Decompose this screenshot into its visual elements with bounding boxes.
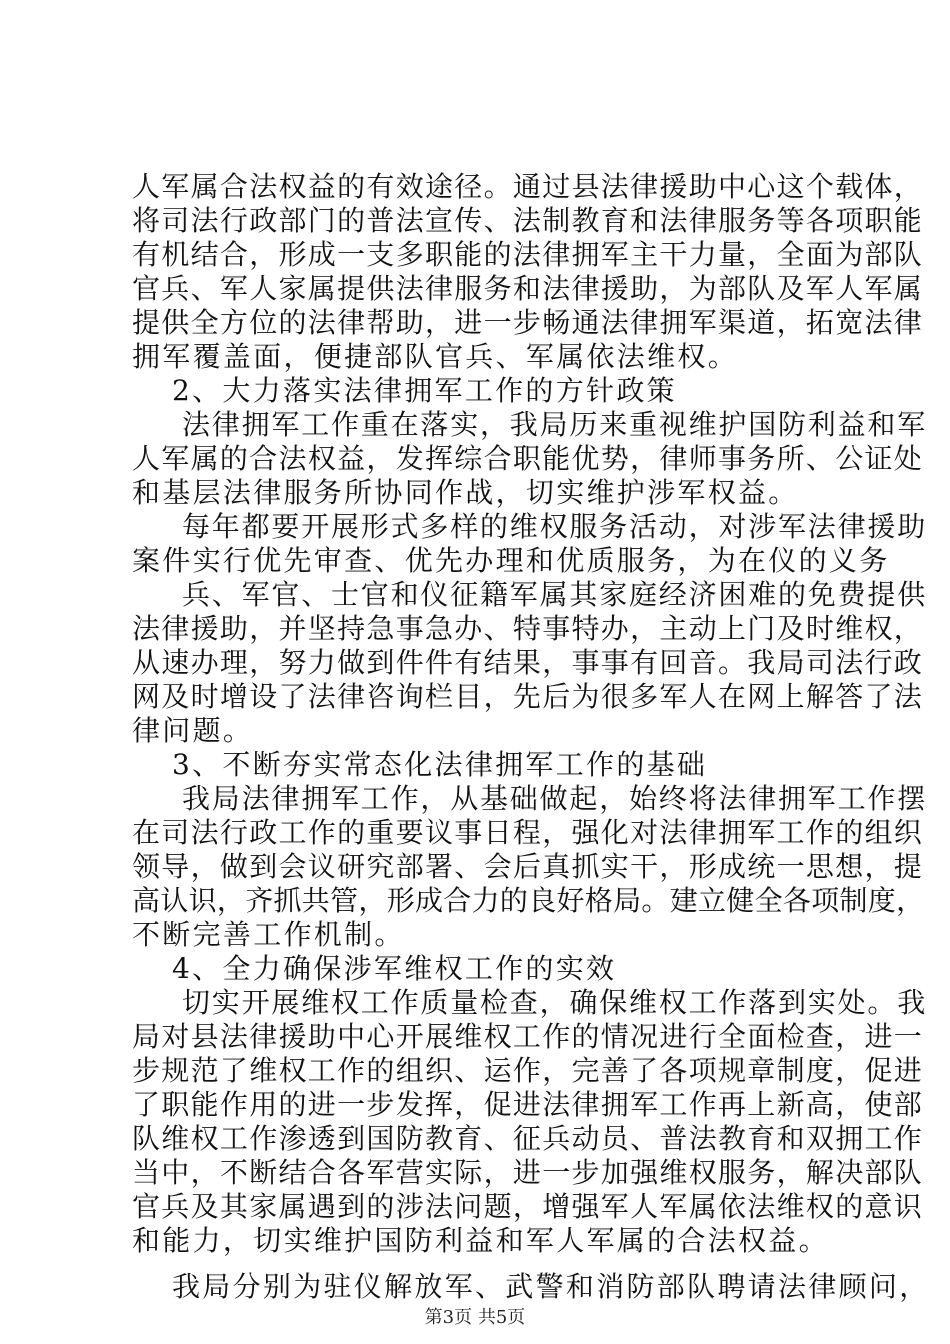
text-line: 官兵及其家属遇到的涉法问题，增强军人军属依法维权的意识 [132,1190,924,1223]
text-line: 网及时增设了法律咨询栏目，先后为很多军人在网上解答了法 [132,680,924,713]
text-line: 切实开展维权工作质量检查，确保维权工作落到实处。我 [182,986,928,1019]
text-line: 案件实行优先审查、优先办理和优质服务，为在仪的义务 [132,544,890,577]
text-line: 高认识，齐抓共管，形成合力的良好格局。建立健全各项制度， [132,884,925,917]
text-line: 将司法行政部门的普法宣传、法制教育和法律服务等各项职能 [132,204,924,237]
text-line: 领导，做到会议研究部署、会后真抓实干，形成统一思想，提 [132,850,924,883]
text-line: 人军属的合法权益，发挥综合职能优势，律师事务所、公证处 [132,442,924,475]
text-line: 兵、军官、士官和仪征籍军属其家庭经济困难的免费提供 [182,578,928,611]
text-line: 在司法行政工作的重要议事日程，强化对法律拥军工作的组织 [132,816,924,849]
text-line: 当中，不断结合各军营实际，进一步加强维权服务，解决部队 [132,1156,924,1189]
section-heading: 2、大力落实法律拥军工作的方针政策 [172,374,677,407]
text-line: 和基层法律服务所协同作战，切实维护涉军权益。 [132,476,799,509]
text-line: 从速办理，努力做到件件有结果，事事有回音。我局司法行政 [132,646,924,679]
text-line: 我局分别为驻仪解放军、武警和消防部队聘请法律顾问， [172,1270,930,1303]
text-line: 局对县法律援助中心开展维权工作的情况进行全面检查，进一 [132,1020,924,1053]
text-line: 不断完善工作机制。 [132,918,405,951]
text-line: 和能力，切实维护国防利益和军人军属的合法权益。 [132,1224,829,1257]
text-line: 有机结合，形成一支多职能的法律拥军主干力量，全面为部队 [132,238,924,271]
text-line: 拥军覆盖面，便捷部队官兵、军属依法维权。 [132,340,739,373]
text-line: 每年都要开展形式多样的维权服务活动，对涉军法律援助 [182,510,928,543]
text-line: 法律援助，并坚持急事急办、特事特办，主动上门及时维权， [132,612,924,645]
section-heading: 3、不断夯实常态化法律拥军工作的基础 [172,748,708,781]
text-line: 官兵、军人家属提供法律服务和法律援助，为部队及军人军属 [132,272,924,305]
text-line: 我局法律拥军工作，从基础做起，始终将法律拥军工作摆 [182,782,928,815]
text-line: 提供全方位的法律帮助，进一步畅通法律拥军渠道，拓宽法律 [132,306,924,339]
text-line: 了职能作用的进一步发挥，促进法律拥军工作再上新高，使部 [132,1088,924,1121]
page-number-footer: 第3页 共5页 [424,1307,526,1328]
text-line: 人军属合法权益的有效途径。通过县法律援助中心这个载体， [132,170,924,203]
text-line: 法律拥军工作重在落实，我局历来重视维护国防利益和军 [182,408,928,441]
text-line: 律问题。 [132,714,254,747]
text-line: 队维权工作渗透到国防教育、征兵动员、普法教育和双拥工作 [132,1122,924,1155]
text-line: 步规范了维权工作的组织、运作，完善了各项规章制度，促进 [132,1054,924,1087]
section-heading: 4、全力确保涉军维权工作的实效 [172,952,617,985]
